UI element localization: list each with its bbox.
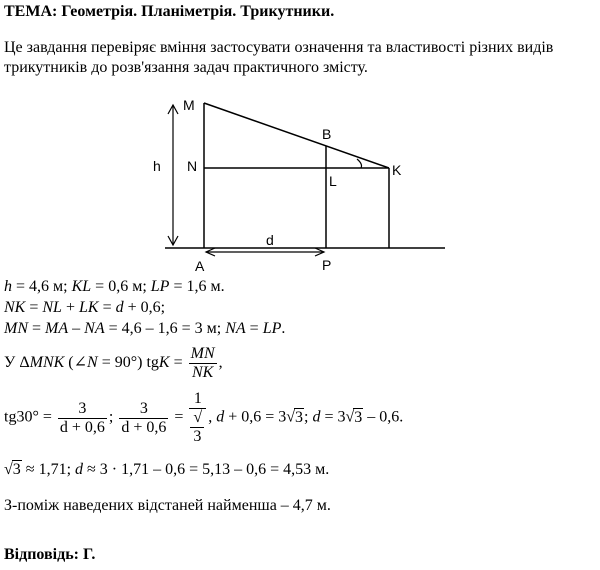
angle-k-arc (357, 159, 362, 168)
solution-line-5: tg30° = $\frac{3}{d + 0,6}$ ; $\frac{3}{d + 0,6}$ = 1 √ 3 , d + 0,6 = 3√3; d = 3√3 – 0,6. (4, 390, 404, 445)
geometry-diagram (0, 0, 600, 280)
solution-line-3: MN = MA – NA = 4,6 – 1,6 = 3 м; NA = LP. (4, 320, 286, 337)
fraction-2: $\frac{3}{d + 0,6}$ (121, 399, 167, 436)
solution-line-1: h = 4,6 м; KL = 0,6 м; LP = 1,6 м. (4, 278, 225, 295)
label-d: d (266, 232, 274, 248)
solution-line-6: √3 ≈ 1,71; d ≈ 3 · 1,71 – 0,6 = 5,13 – 0,6 = 4,53 м. (4, 461, 330, 478)
answer-text: Відповідь: Г. (4, 546, 96, 563)
intro-text: Це завдання перевіряє вміння застосувати означення та властивості різних видів трикутників до розв'язання задач практичного змісту. (4, 39, 554, 76)
solution-line-4: У ΔMNK (∠N = 90°) tgK = $\frac{MN}{NK}$ , (4, 345, 223, 381)
topic-heading: ТЕМА: Геометрія. Планіметрія. Трикутники. (4, 3, 335, 20)
label-m: M (183, 97, 195, 113)
segment-mk (204, 103, 389, 168)
label-n: N (187, 158, 198, 174)
label-k: K (392, 162, 402, 178)
label-a: A (195, 258, 205, 274)
label-p: P (322, 257, 332, 273)
fraction-1: $\frac{3}{d + 0,6}$ (59, 399, 105, 436)
fraction-3: 1 √ 3 (189, 390, 206, 446)
fraction-mn-nk: $\frac{MN}{NK}$ (190, 345, 215, 381)
solution-line-2: NK = NL + LK = d + 0,6; (4, 299, 166, 316)
label-b: B (322, 126, 332, 142)
label-l: L (329, 173, 337, 189)
label-h: h (153, 158, 161, 174)
conclusion-text: З-поміж наведених відстаней найменша – 4,7 м. (4, 497, 331, 514)
